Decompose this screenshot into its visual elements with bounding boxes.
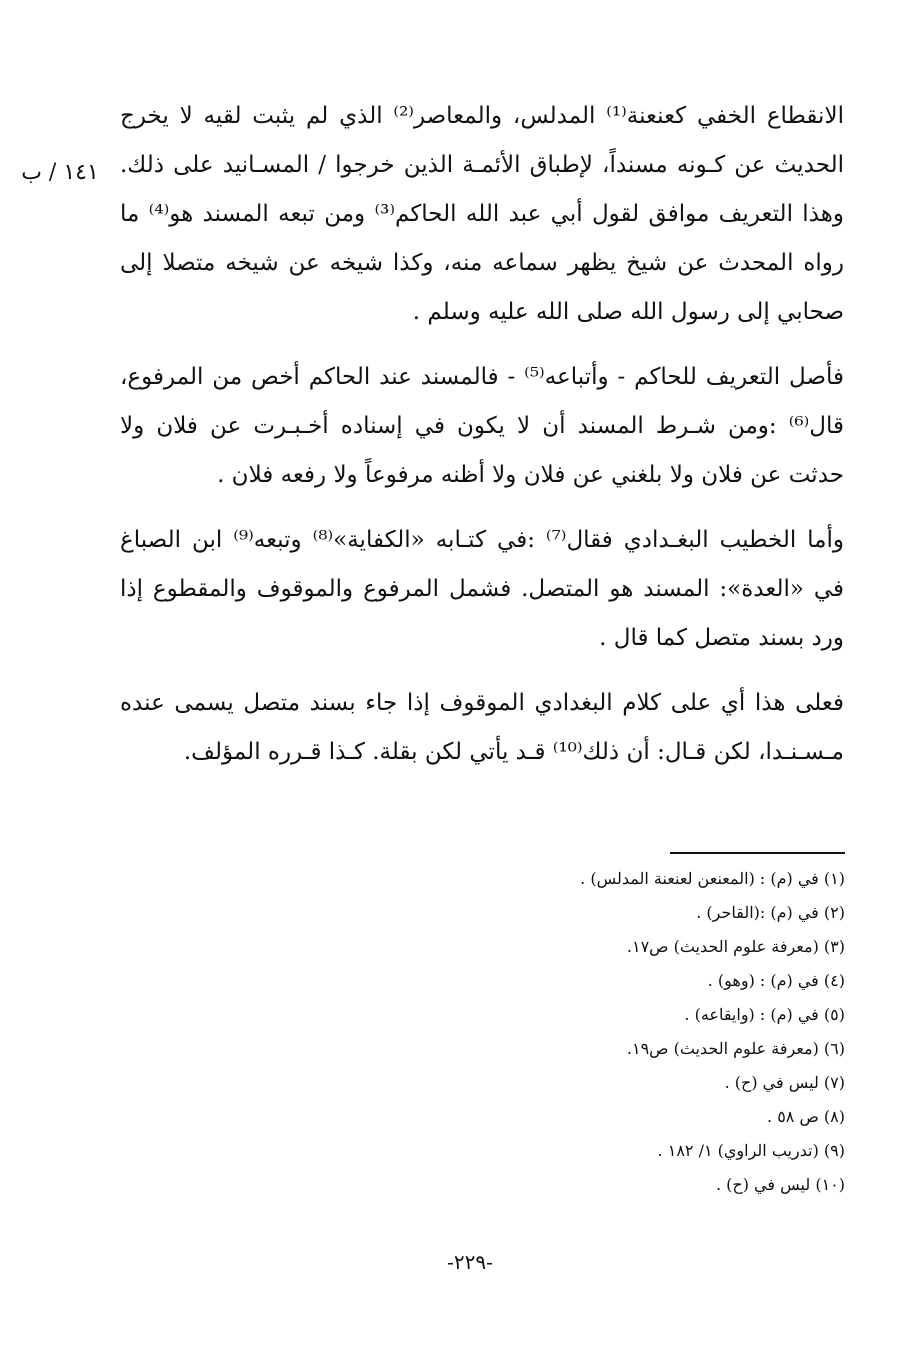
- main-text: [120, 92, 844, 777]
- footnote: (٩) (تدريب الراوي) ١/ ١٨٢ .: [657, 1141, 845, 1160]
- footnote: (٣) (معرفة علوم الحديث) ص١٧.: [626, 937, 845, 956]
- footnote: (٥) في (م) : (وايقاعه) .: [684, 1005, 845, 1024]
- margin-folio-note: ١٤١ / ب: [21, 160, 99, 185]
- paragraph: فعلى هذا أي على كلام البغدادي الموقوف إذا جاء بسند متصل يسمى عنده مـسـنـدا، لكن قـال: أن ذلك⁽¹⁰⁾ قـد يأتي لكن بقلة. كـذا قـرره المؤلف.: [120, 690, 844, 765]
- footnote: (٧) ليس في (ح) .: [724, 1073, 845, 1092]
- footnote: (١) في (م) : (المعنعن لعنعنة المدلس) .: [580, 869, 845, 888]
- paragraph: وأما الخطيب البغـدادي فقال⁽⁷⁾ :في كتـابه «الكفاية»⁽⁸⁾ وتبعه⁽⁹⁾ ابن الصباغ في «العدة»: المسند هو المتصل. فشمل المرفوع والموقوف والمقطوع إذا ورد بسند متصل كما قال .: [120, 527, 845, 651]
- footnote: (٤) في (م) : (وهو) .: [707, 971, 845, 990]
- paragraph: الانقطاع الخفي كعنعنة⁽¹⁾ المدلس، والمعاصر⁽²⁾ الذي لم يثبت لقيه لا يخرج الحديث عن كـونه مسنداً، لإطباق الأئمـة الذين خرجوا / المسـانيد على ذلك. وهذا التعريف موافق لقول أبي عبد الله الحاكم⁽³⁾ ومن تبعه المسند هو⁽⁴⁾ ما رواه المحدث عن شيخ يظهر سماعه منه، وكذا شيخه عن شيخه متصلا إلى صحابي إلى رسول الله صلى الله عليه وسلم .: [120, 103, 844, 325]
- footnote: (٢) في (م) :(القاحر) .: [696, 903, 845, 922]
- page-number: -٢٢٩-: [447, 1250, 493, 1274]
- paragraph: فأصل التعريف للحاكم - وأتباعه⁽⁵⁾ - فالمسند عند الحاكم أخص من المرفوع، قال⁽⁶⁾ :ومن شـرط المسند أن لا يكون في إسناده أخـبـرت عن فلان ولا حدثت عن فلان ولا بلغني عن فلان ولا أظنه مرفوعاً ولا رفعه فلان .: [120, 364, 844, 488]
- footnote: (٦) (معرفة علوم الحديث) ص١٩.: [626, 1039, 845, 1058]
- footnote-separator: [670, 852, 845, 854]
- footnotes: [420, 862, 845, 1202]
- footnote: (١٠) ليس في (ح) .: [715, 1175, 845, 1194]
- footnote: (٨) ص ٥٨ .: [767, 1107, 845, 1126]
